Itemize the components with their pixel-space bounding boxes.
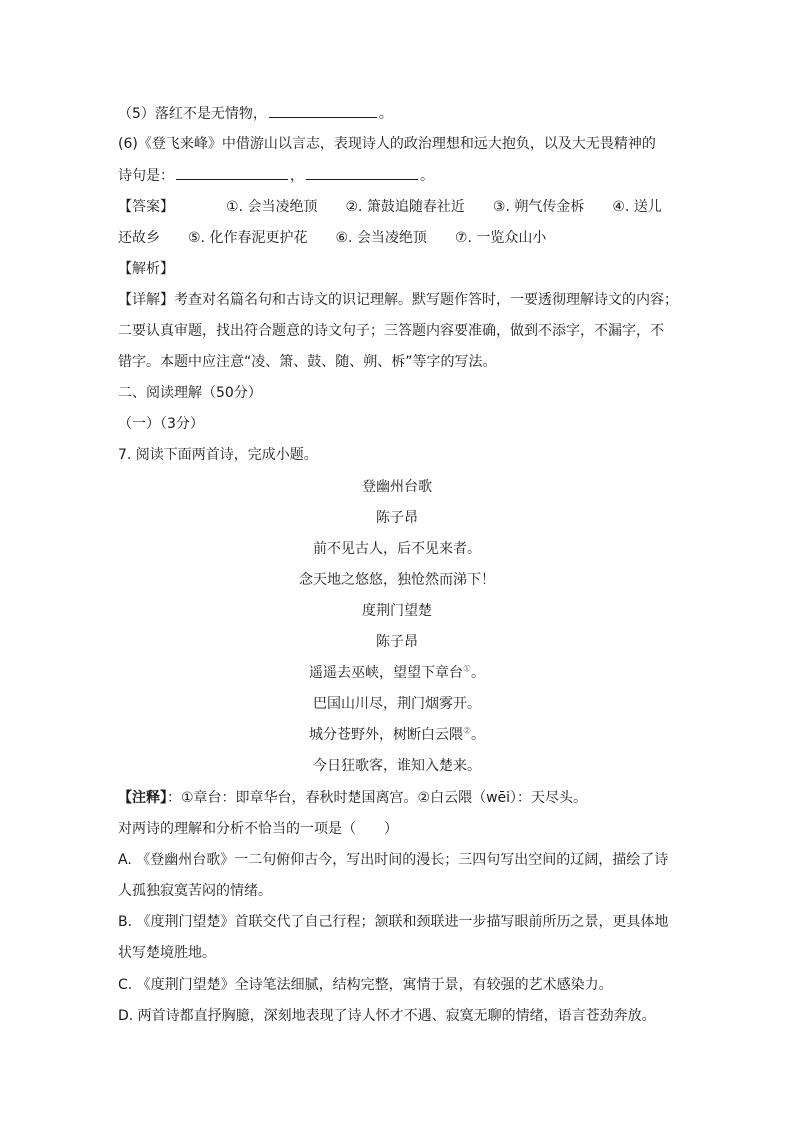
q5-blank[interactable] [269, 103, 377, 118]
poem1-line1: 前不见古人，后不见来者。 [313, 541, 481, 557]
answer-line2 [118, 228, 546, 248]
analysis-label: 【解析】 [118, 261, 174, 277]
detail-line1: 【详解】考查对名篇名句和古诗文的识记理解。默写题作答时，一要透彻理解诗文的内容； [118, 292, 678, 308]
answer-label: 【答案】 [118, 199, 174, 215]
note-marker-1: ① [462, 664, 472, 675]
section-title: 二、阅读理解（50分） [118, 385, 262, 401]
section-sub: （一）（3分） [118, 416, 204, 432]
q6-prefix: 诗句是： [118, 168, 174, 184]
q6-sep: ， [290, 168, 304, 184]
poem2-line3 [0, 725, 794, 745]
poem2-line3-end: 。 [471, 727, 486, 743]
option-a-line1[interactable]: A. 《登幽州台歌》一二句俯仰古今，写出时间的漫长；三四句写出空间的辽阔，描绘了诗 [118, 852, 669, 868]
option-a-line2[interactable]: 人孤独寂寞苦闷的情绪。 [118, 883, 272, 899]
answer-item-4-cont: 还故乡 [118, 230, 160, 246]
q5-end: 。 [378, 106, 393, 122]
answer-item-5: ⑤. 化作春泥更护花 [188, 230, 308, 246]
q6-blank-1[interactable] [176, 165, 288, 180]
answer-item-6: ⑥. 会当凌绝顶 [335, 230, 427, 246]
poem1-line2: 念天地之悠悠，独怆然而涕下！ [299, 572, 495, 588]
answer-item-4: ④. 送儿 [612, 199, 662, 215]
answer-item-1: ①. 会当凌绝顶 [226, 199, 318, 215]
q6-end: 。 [420, 168, 434, 184]
poem2-title: 度荆门望楚 [362, 603, 432, 619]
q5-text: （5）落红不是无情物， [118, 106, 267, 122]
notes-line [118, 788, 587, 808]
q6-line1: (6)《登飞来峰》中借游山以言志，表现诗人的政治理想和远大抱负，以及大无畏精神的 [118, 136, 656, 152]
poem2-line1-end: 。 [471, 665, 486, 681]
option-d[interactable]: D. 两首诗都直抒胸臆，深刻地表现了诗人怀才不遇、寂寞无聊的情绪，语言苍劲奔放。 [118, 1008, 656, 1024]
q6-blank-2[interactable] [306, 165, 418, 180]
answer-item-3: ③. 朔气传金柝 [492, 199, 585, 215]
poem2-line1 [0, 663, 794, 683]
detail-line3: 错字。本题中应注意“凌、箫、鼓、随、朔、柝”等字的写法。 [118, 354, 497, 370]
poem2-author: 陈子昂 [376, 634, 418, 650]
answer-item-7: ⑦. 一览众山小 [454, 230, 547, 246]
poem1-author: 陈子昂 [376, 510, 418, 526]
question-stem: 对两诗的理解和分析不恰当的一项是（ ） [118, 821, 398, 837]
q6-line2 [118, 165, 434, 186]
poem2-line2: 巴国山川尽，荆门烟雾开。 [313, 696, 481, 712]
q5-line [118, 103, 393, 124]
notes-text: ：①章台：即章华台，春秋时楚国离宫。②白云隈（wēi）：天尽头。 [167, 790, 588, 806]
detail-line2: 二要认真审题，找出符合题意的诗文句子；三答题内容要准确，做到不添字，不漏字，不 [118, 323, 664, 339]
poem1-title: 登幽州台歌 [362, 479, 432, 495]
answer-line1 [118, 197, 662, 217]
poem2-line4: 今日狂歌客，谁知入楚来。 [313, 758, 481, 774]
q7-prompt: 7. 阅读下面两首诗，完成小题。 [118, 447, 318, 463]
poem2-line3-text: 城分苍野外，树断白云隈 [308, 727, 463, 743]
notes-label: 【注释】 [118, 790, 167, 806]
answer-item-2: ②. 箫鼓追随春社近 [345, 199, 465, 215]
option-b-line1[interactable]: B. 《度荆门望楚》首联交代了自己行程；颔联和颈联进一步描写眼前所历之景，更具体地 [118, 914, 669, 930]
option-b-line2[interactable]: 状写楚境胜地。 [118, 945, 216, 961]
option-c[interactable]: C. 《度荆门望楚》全诗笔法细腻，结构完整，寓情于景，有较强的艺术感染力。 [118, 977, 613, 993]
poem2-line1-text: 遥遥去巫峡，望望下章台 [308, 665, 463, 681]
note-marker-2: ② [462, 726, 472, 737]
